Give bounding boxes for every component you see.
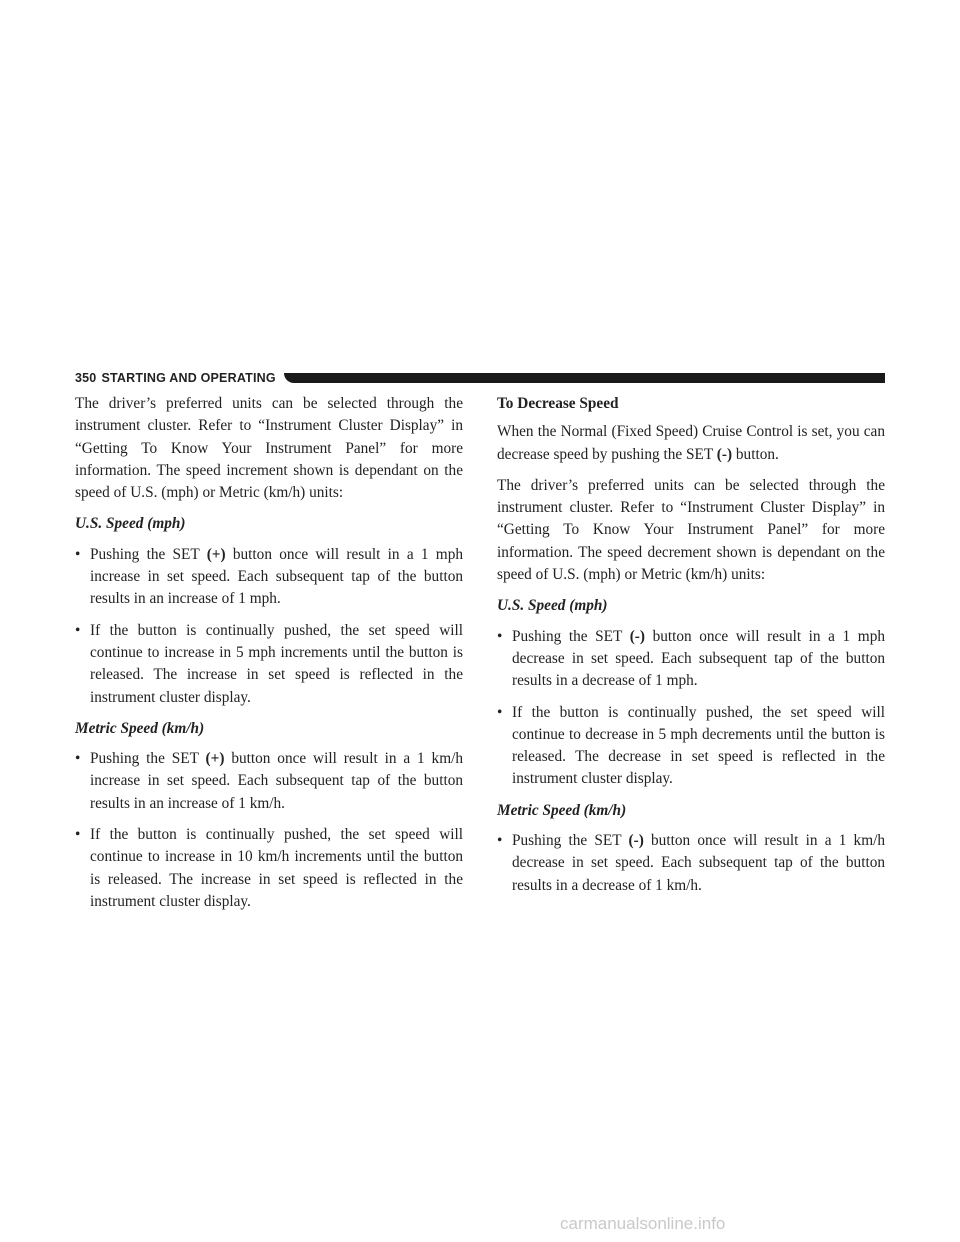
right-column [497,393,885,906]
left-column [75,393,463,922]
page-number: 350 [75,371,97,385]
set-minus-label: (-) [628,832,644,850]
bullet-icon: • [497,627,503,645]
list-item: • Pushing the SET (-) button once will result in a 1 mph decrease in set speed. Each subsequent tap of the button results in a decrease of 1 mph. [497,627,885,690]
bullet-icon: • [75,826,81,844]
list-item: • If the button is continually pushed, the set speed will continue to increase in 5 mph increments until the button is released. The increase in set speed is reflected in the instrument cluster display. [75,621,463,706]
us-speed-heading: U.S. Speed (mph) [497,597,608,615]
set-minus-label: (-) [716,445,733,463]
set-minus-label: (-) [629,627,645,645]
metric-speed-heading: Metric Speed (km/h) [75,719,205,737]
bullet-icon: • [497,832,503,850]
set-plus-label: (+) [205,750,225,768]
us-speed-heading: U.S. Speed (mph) [75,515,186,533]
list-item: • Pushing the SET (-) button once will result in a 1 km/h decrease in set speed. Each subsequent tap of the button results in a decrease of 1 km/h. [497,832,885,894]
bullet-icon: • [75,750,81,768]
bullet-icon: • [497,703,503,721]
decrease-speed-heading: To Decrease Speed [497,395,619,412]
list-item: • If the button is continually pushed, the set speed will continue to decrease in 5 mph decrements until the button is released. The decrease in set speed is reflected in the instrument cluster display. [497,703,885,788]
bullet-icon: • [75,545,81,563]
units-paragraph: The driver’s preferred units can be selected through the instrument cluster. Refer to “Instrument Cluster Display” in “Getting To Know Your Instrument Panel” for more information. The speed decrement shown is dependant on the speed of U.S. (mph) or Metric (km/h) units: [497,476,885,584]
metric-speed-heading: Metric Speed (km/h) [497,801,627,819]
watermark: carmanualsonline.info [560,1214,726,1233]
intro-paragraph: The driver’s preferred units can be selected through the instrument cluster. Refer to “Instrument Cluster Display” in “Getting To Know Your Instrument Panel” for more information. The speed increment shown is dependant on the speed of U.S. (mph) or Metric (km/h) units: [75,395,463,502]
page-header [75,370,885,386]
decrease-intro-paragraph: When the Normal (Fixed Speed) Cruise Control is set, you can decrease speed by pushing the SET (-) button. [497,423,885,463]
list-item: • Pushing the SET (+) button once will result in a 1 km/h increase in set speed. Each subsequent tap of the button results in an increase of 1 km/h. [75,750,463,812]
set-plus-label: (+) [206,545,226,563]
header-rule [284,373,885,383]
section-title: STARTING AND OPERATING [101,371,276,385]
list-item: • If the button is continually pushed, the set speed will continue to increase in 10 km/h increments until the button is released. The increase in set speed is reflected in the instrument cluster display. [75,826,463,910]
list-item: • Pushing the SET (+) button once will result in a 1 mph increase in set speed. Each subsequent tap of the button results in an increase of 1 mph. [75,545,463,608]
bullet-icon: • [75,621,81,639]
